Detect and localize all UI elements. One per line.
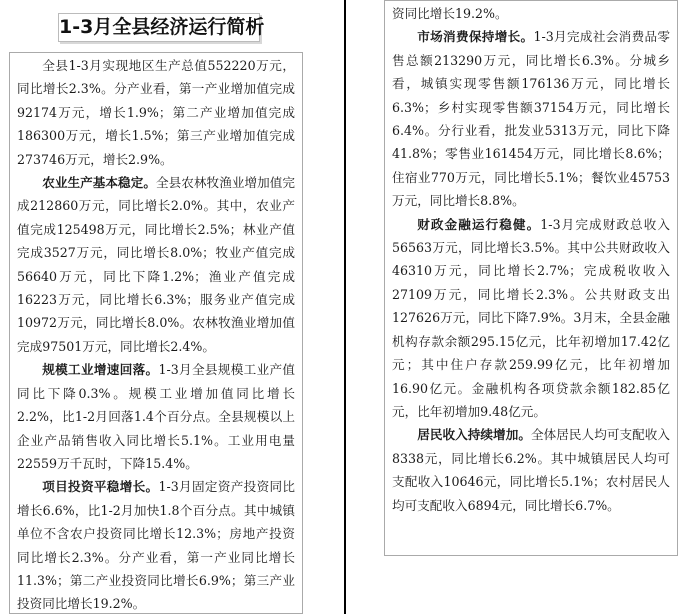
investment-text: 1-3月固定资产投资同比增长6.6%，比1-2月加快1.8个百分点。其中城镇单位不含农户投资同比增长12.3%；房地产投资同比增长2.3%。分产业看，第一产业同比增长11.3%；第二产业投资同比增长6.9%；第三产业投资同比增长19.2%。 <box>17 479 295 612</box>
industry-text: 1-3月全县规模工业产值同比下降0.3%。规模工业增加值同比增长2.2%，比1-2月回落1.4个百分点。全县规模以上企业产品销售收入同比增长5.1%。工业用电量22559万千瓦时，下降15.4%。 <box>17 362 295 471</box>
income-paragraph <box>392 423 670 517</box>
finance-text: 1-3月完成财政总收入56563万元，同比增长3.5%。其中公共财政收入46310万元，同比增长2.7%；完成税收收入27109万元，同比增长2.3%。公共财政支出127626万元，同比下降7.9%。3月末，全县金融机构存款余额295.15亿元，比年初增加17.42亿元；其中住户存款259.99亿元，比年初增加16.90亿元。金融机构各项贷款余额182.85亿元，比年初增加9.48亿元。 <box>392 216 671 419</box>
intro-paragraph <box>17 54 295 171</box>
left-column <box>9 52 303 614</box>
page-divider <box>344 0 346 614</box>
intro-text: 全县1-3月实现地区生产总值552220万元，同比增长2.3%。分产业看，第一产业增加值完成92174万元，增长1.9%；第二产业增加值完成186300万元，增长1.5%；第三产业增加值完成273746万元，增长2.9%。 <box>17 58 295 167</box>
income-text: 全体居民人均可支配收入8338元，同比增长6.2%。其中城镇居民人均可支配收入10646元，同比增长5.1%；农村居民人均可支配收入6894元，同比增长6.7%。 <box>392 427 671 513</box>
agriculture-paragraph <box>17 171 295 358</box>
income-heading: 居民收入持续增加。 <box>417 427 531 443</box>
page-title: 1-3月全县经济运行简析 <box>58 13 260 42</box>
industry-heading: 规模工业增速回落。 <box>42 362 159 378</box>
agriculture-heading: 农业生产基本稳定。 <box>42 175 156 191</box>
right-column <box>384 0 678 556</box>
consumption-paragraph <box>392 25 670 212</box>
investment-continuation-text: 资同比增长19.2%。 <box>392 6 508 21</box>
finance-paragraph <box>392 213 670 424</box>
consumption-text: 1-3月完成社会消费品零售总额213290万元，同比增长6.3%。分城乡看，城镇实现零售额176136万元，同比增长6.3%；乡村实现零售额37154万元，同比增长6.4%。分行业看，批发业5313万元，同比下降41.8%；零售业161454万元，同比增长8.6%；住宿业770万元，同比增长5.1%；餐饮业45753万元，同比增长8.8%。 <box>392 29 670 209</box>
investment-heading: 项目投资平稳增长。 <box>42 479 159 495</box>
finance-heading: 财政金融运行稳健。 <box>417 216 541 232</box>
investment-continuation <box>392 2 670 25</box>
investment-paragraph <box>17 475 295 614</box>
agriculture-text: 全县农林牧渔业增加值完成212860万元，同比增长2.0%。其中，农业产值完成125498万元，同比增长2.5%；林业产值完成3527万元，同比增长8.0%；牧业产值完成56640万元，同比下降1.2%；渔业产值完成16223万元，同比增长6.3%；服务业产值完成10972万元，同比增长8.0%。农林牧渔业增加值完成97501万元，同比增长2.4%。 <box>17 175 296 354</box>
consumption-heading: 市场消费保持增长。 <box>417 29 534 45</box>
industry-paragraph <box>17 358 295 475</box>
